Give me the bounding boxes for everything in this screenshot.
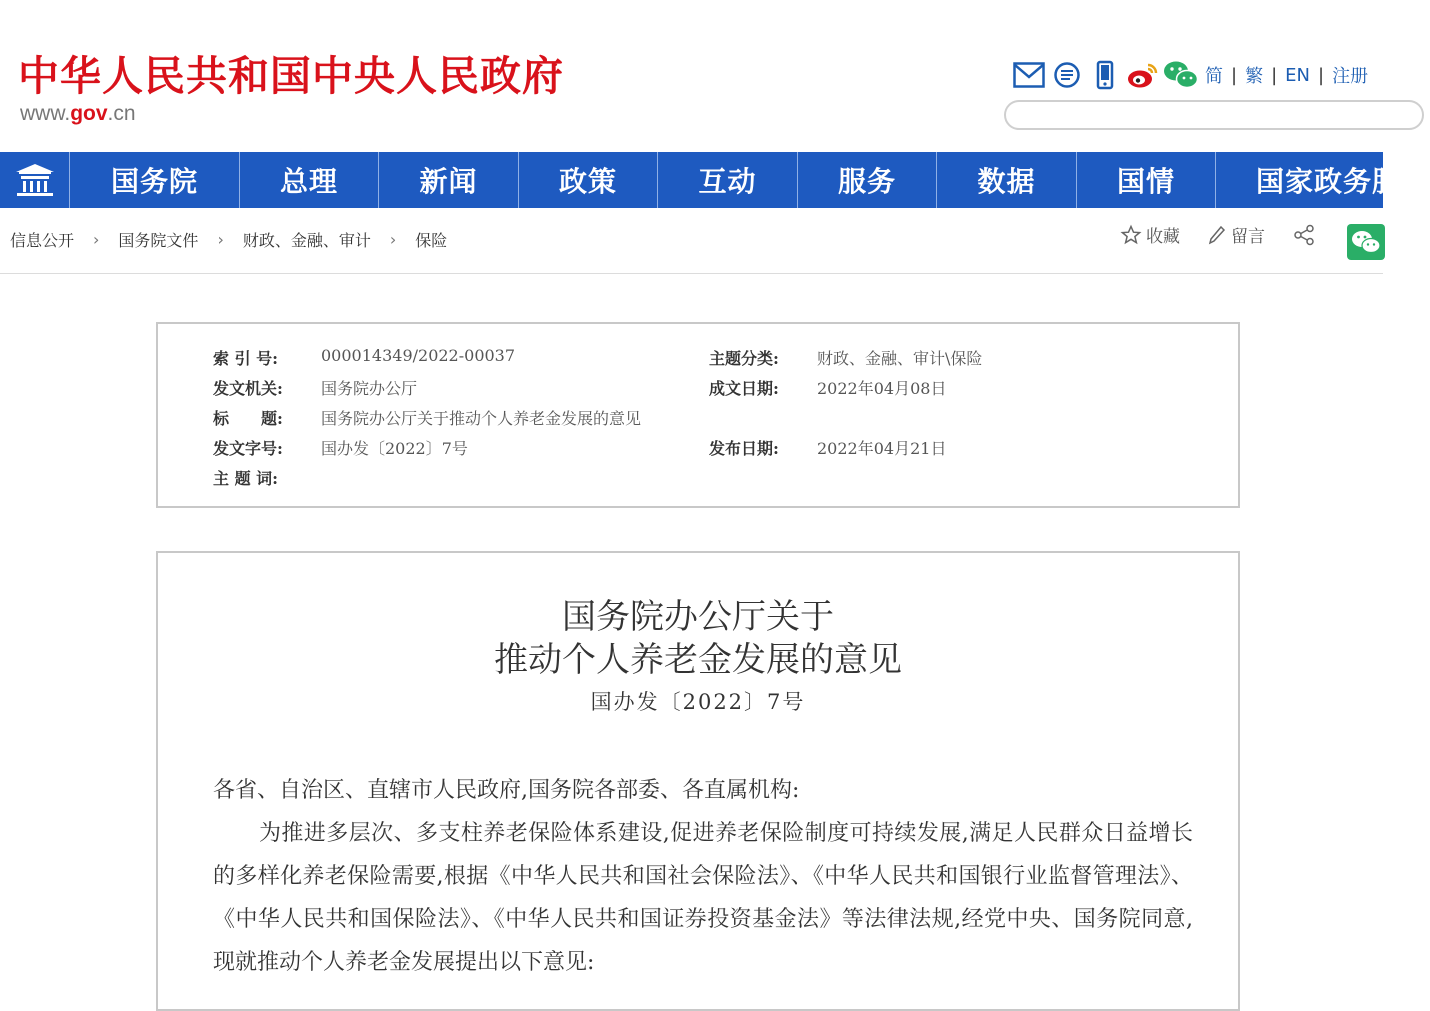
chevron-right-icon: › (93, 230, 100, 249)
nav-item-policy[interactable]: 政策 (519, 152, 658, 208)
nav-item-news[interactable]: 新闻 (379, 152, 519, 208)
top-tools (1013, 58, 1368, 92)
breadcrumb-item[interactable]: 信息公开 (10, 231, 75, 250)
separator: | (1231, 64, 1238, 86)
building-icon (12, 160, 58, 200)
mobile-icon[interactable] (1089, 59, 1121, 91)
message-icon[interactable] (1051, 59, 1083, 91)
comment-button[interactable] (1208, 222, 1265, 247)
site-logo[interactable] (18, 50, 564, 126)
chevron-right-icon: › (389, 230, 397, 249)
index-label: 索 引 号: (213, 349, 279, 368)
site-title: 中华人民共和国中央人民政府 (18, 52, 564, 100)
publish-date-label: 发布日期: (709, 439, 779, 458)
category-value: 财政、金融、审计\保险 (817, 349, 983, 368)
separator: | (1271, 64, 1278, 86)
wechat-icon[interactable] (1165, 59, 1197, 91)
lang-traditional-link[interactable]: 繁 (1245, 66, 1264, 87)
nav-item-national-info[interactable]: 国情 (1077, 152, 1216, 208)
lang-english-link[interactable]: EN (1285, 64, 1310, 86)
search-input[interactable] (1004, 100, 1424, 130)
mail-icon[interactable] (1013, 59, 1045, 91)
breadcrumb-item[interactable]: 国务院文件 (118, 231, 199, 250)
article-salutation: 各省、自治区、直辖市人民政府,国务院各部委、各直属机构: (213, 778, 800, 803)
article (156, 551, 1240, 1011)
favorite-button[interactable] (1121, 222, 1180, 247)
breadcrumb-item[interactable]: 保险 (415, 231, 448, 250)
issuer-value: 国务院办公厅 (321, 379, 418, 398)
nav-item-state-council[interactable]: 国务院 (70, 152, 240, 208)
nav-item-interaction[interactable]: 互动 (658, 152, 798, 208)
pencil-icon (1208, 225, 1226, 245)
share-icon (1293, 224, 1315, 246)
comment-label: 留言 (1231, 227, 1265, 247)
wechat-icon (1351, 229, 1381, 255)
date-written-label: 成文日期: (709, 379, 779, 398)
title-value: 国务院办公厅关于推动个人养老金发展的意见 (321, 409, 642, 428)
breadcrumb-item[interactable]: 财政、金融、审计 (242, 231, 371, 250)
language-links (1205, 62, 1368, 88)
date-written-value: 2022年04月08日 (817, 379, 947, 398)
title-label: 标 题: (213, 409, 283, 428)
article-doc-number: 国办发〔2022〕7号 (590, 690, 806, 714)
index-value: 000014349/2022-00037 (321, 346, 516, 365)
wechat-share-button[interactable] (1347, 224, 1385, 260)
separator: | (1318, 64, 1325, 86)
site-url: www.gov.cn (20, 102, 136, 125)
publish-date-value: 2022年04月21日 (817, 439, 947, 458)
document-metadata (156, 322, 1240, 508)
page-actions (1121, 222, 1348, 247)
nav-item-data[interactable]: 数据 (937, 152, 1077, 208)
lang-simplified-link[interactable]: 简 (1205, 66, 1223, 87)
breadcrumb (10, 228, 447, 251)
weibo-icon[interactable] (1127, 59, 1159, 91)
article-body (213, 769, 1193, 984)
article-title-line2: 推动个人养老金发展的意见 (494, 640, 902, 680)
favorite-label: 收藏 (1146, 227, 1180, 247)
share-button[interactable] (1293, 224, 1320, 246)
article-title-line1: 国务院办公厅关于 (562, 597, 834, 637)
chevron-right-icon: › (217, 230, 224, 249)
category-label: 主题分类: (709, 349, 779, 368)
nav-item-gov-services[interactable]: 国家政务服务 (1256, 165, 1430, 198)
docno-value: 国办发〔2022〕7号 (321, 439, 468, 458)
home-button[interactable] (0, 152, 70, 208)
main-nav (0, 152, 1430, 208)
issuer-label: 发文机关: (213, 379, 283, 398)
nav-item-services[interactable]: 服务 (798, 152, 937, 208)
article-paragraph: 为推进多层次、多支柱养老保险体系建设,促进养老保险制度可持续发展,满足人民群众日益增长的多样化养老保险需要,根据《中华人民共和国社会保险法》、《中华人民共和国银行业监督管理法》、《中华人民共和国保险法》、《中华人民共和国证券投资基金法》等法律法规,经党中央、国务院同意,现就推动个人养老金发展提出以下意见: (213, 821, 1193, 975)
nav-item-premier[interactable]: 总理 (240, 152, 379, 208)
register-link[interactable]: 注册 (1332, 66, 1369, 87)
star-icon (1121, 225, 1141, 245)
keywords-label: 主 题 词: (213, 469, 279, 488)
docno-label: 发文字号: (213, 439, 283, 458)
